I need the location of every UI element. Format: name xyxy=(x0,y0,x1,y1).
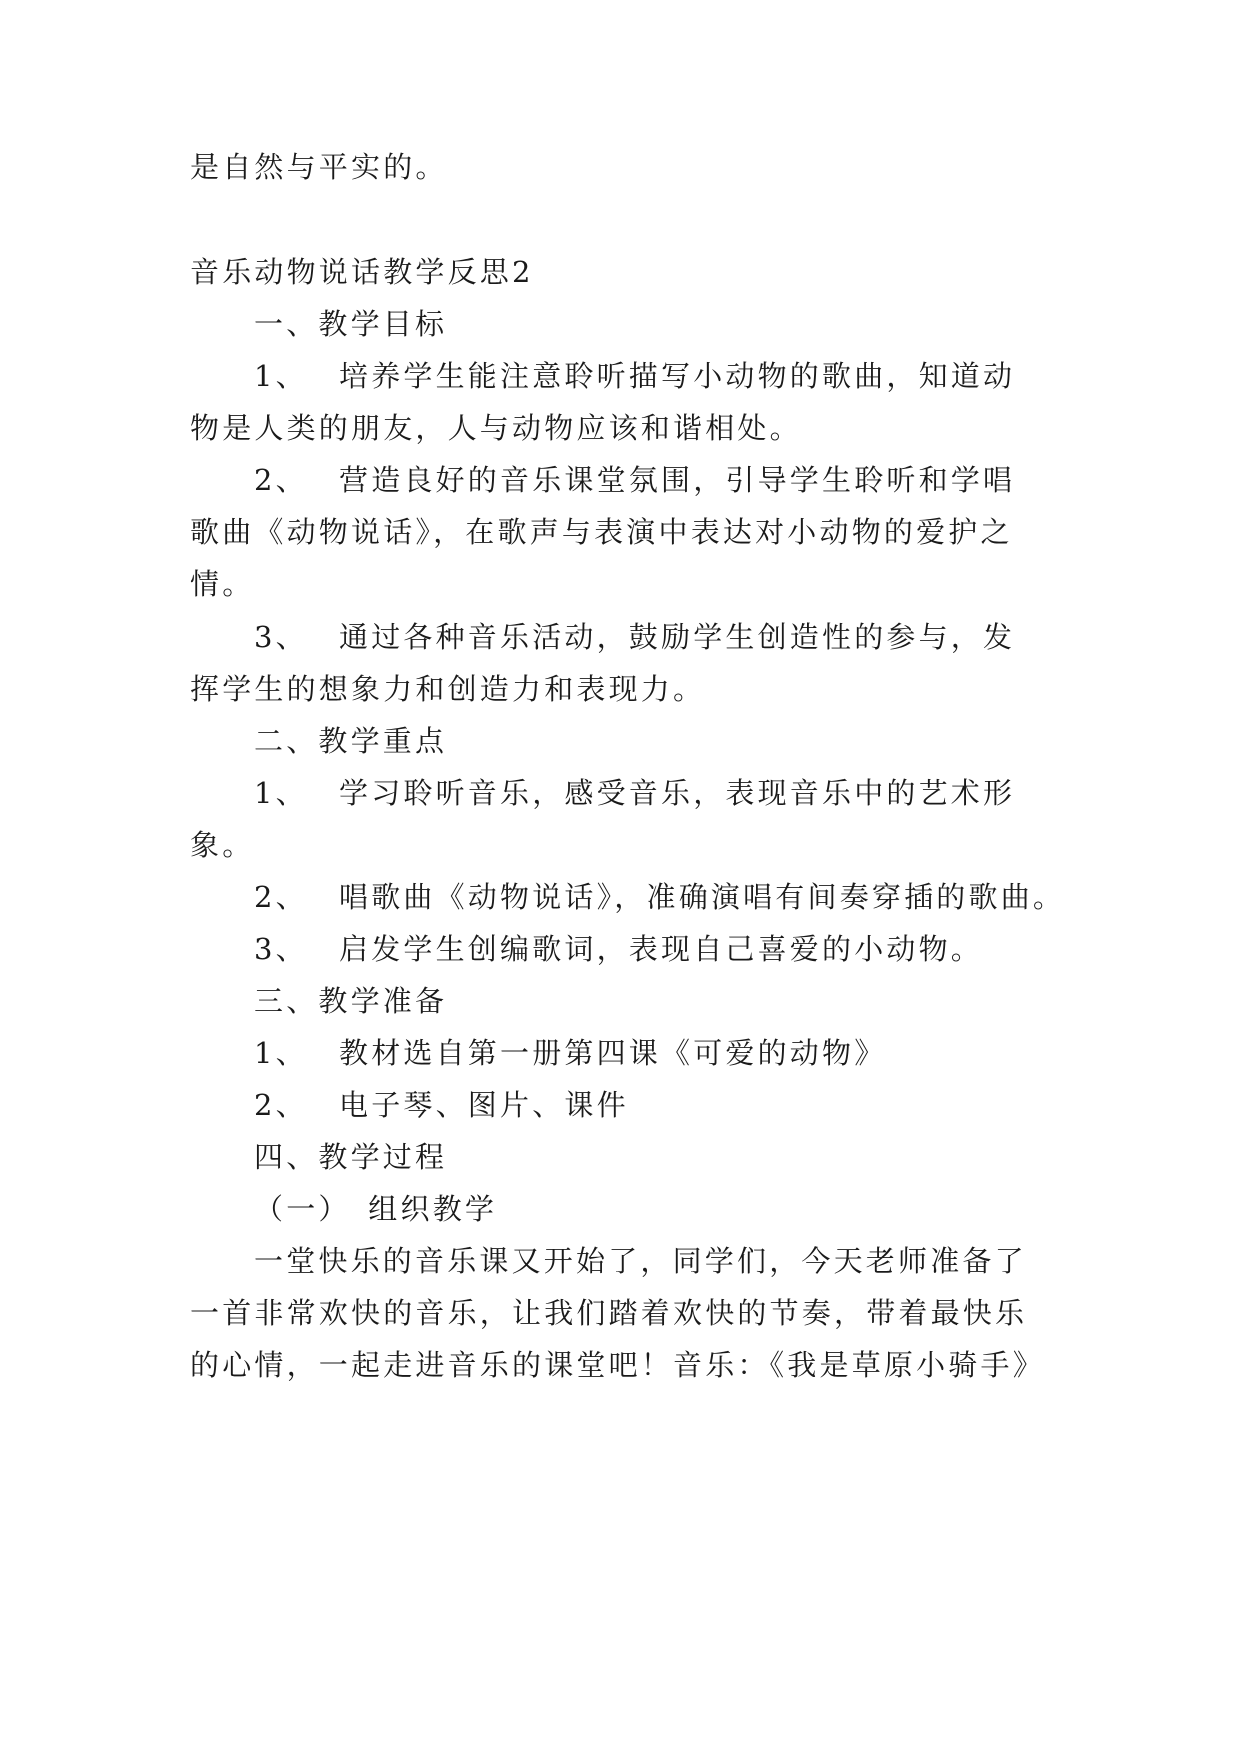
goal-2-line-2: 歌曲《动物说话》，在歌声与表演中表达对小动物的爱护之 xyxy=(190,515,1013,549)
goal-2-number: 2、 xyxy=(254,463,308,497)
continuation-text: 是自然与平实的。 xyxy=(190,150,448,184)
keypoint-3-line-1: 3、 启发学生创编歌词，表现自己喜爱的小动物。 xyxy=(254,929,983,969)
goal-1-line-1: 1、 培养学生能注意聆听描写小动物的歌曲，知道动 xyxy=(254,356,1015,396)
process-paragraph-line-3: 的心情，一起走进音乐的课堂吧！音乐：《我是草原小骑手》 xyxy=(190,1348,1045,1382)
goal-1-number: 1、 xyxy=(254,359,308,393)
section-heading-prep: 三、教学准备 xyxy=(254,984,448,1018)
section-heading-goals: 一、教学目标 xyxy=(254,307,448,341)
keypoint-2-line-1: 2、 唱歌曲《动物说话》，准确演唱有间奏穿插的歌曲。 xyxy=(254,877,1065,917)
process-paragraph-line-2: 一首非常欢快的音乐，让我们踏着欢快的节奏，带着最快乐 xyxy=(190,1296,1028,1330)
keypoint-1-line-2: 象。 xyxy=(190,828,255,862)
goal-3-line-2: 挥学生的想象力和创造力和表现力。 xyxy=(190,672,706,706)
process-paragraph-line-1: 一堂快乐的音乐课又开始了，同学们，今天老师准备了 xyxy=(254,1244,1027,1278)
goal-2-line-3: 情。 xyxy=(190,567,255,601)
prep-2-number: 2、 xyxy=(254,1088,308,1122)
section-heading-keypoints: 二、教学重点 xyxy=(254,724,448,758)
goal-3-line-1: 3、 通过各种音乐活动，鼓励学生创造性的参与，发 xyxy=(254,617,1015,657)
document-title: 音乐动物说话教学反思2 xyxy=(190,255,534,289)
keypoint-1-number: 1、 xyxy=(254,776,308,810)
section-heading-process: 四、教学过程 xyxy=(254,1140,448,1174)
keypoint-3-number: 3、 xyxy=(254,932,308,966)
keypoint-1-line-1: 1、 学习聆听音乐，感受音乐，表现音乐中的艺术形 xyxy=(254,773,1015,813)
prep-2-line-1: 2、 电子琴、图片、课件 xyxy=(254,1085,629,1125)
keypoint-2-number: 2、 xyxy=(254,880,308,914)
prep-1-line-1: 1、 教材选自第一册第四课《可爱的动物》 xyxy=(254,1033,886,1073)
goal-1-line-2: 物是人类的朋友，人与动物应该和谐相处。 xyxy=(190,411,802,445)
process-subheading: （一） 组织教学 xyxy=(254,1192,498,1226)
goal-3-number: 3、 xyxy=(254,620,308,654)
goal-2-line-1: 2、 营造良好的音乐课堂氛围，引导学生聆听和学唱 xyxy=(254,460,1015,500)
prep-1-number: 1、 xyxy=(254,1036,308,1070)
